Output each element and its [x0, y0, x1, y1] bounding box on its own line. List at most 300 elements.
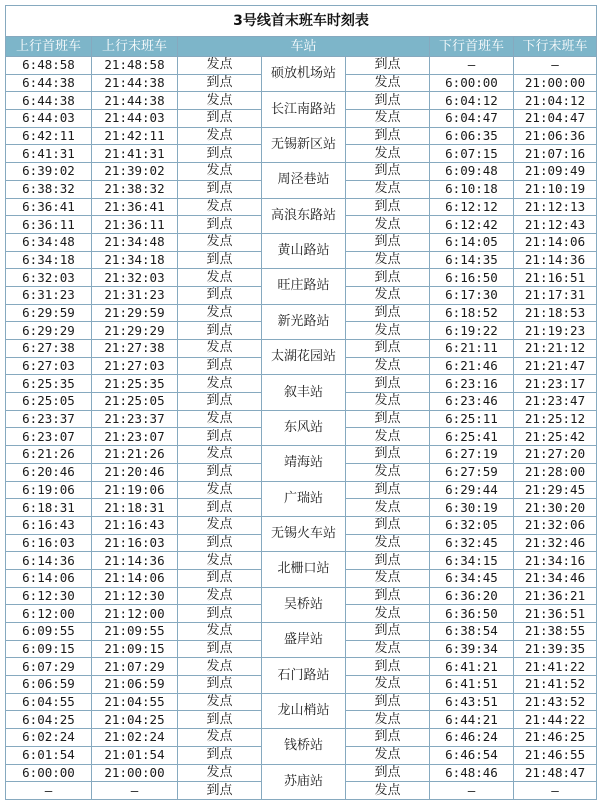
down-first-time: —: [430, 782, 514, 800]
table-row: [6, 623, 597, 641]
up-last-time: 21:20:46: [92, 463, 178, 481]
down-last-time: 21:25:42: [514, 428, 597, 446]
down-last-time: 21:28:00: [514, 463, 597, 481]
up-first-time: 6:25:05: [6, 393, 92, 411]
station-name: 靖海站: [262, 446, 346, 481]
down-last-time: 21:32:46: [514, 534, 597, 552]
up-last-time: 21:23:37: [92, 410, 178, 428]
up-last-time: 21:34:18: [92, 251, 178, 269]
up-last-time: 21:18:31: [92, 499, 178, 517]
table-row: [6, 92, 597, 110]
down-first-time: 6:32:45: [430, 534, 514, 552]
header-up-first: 上行首班车: [6, 37, 92, 57]
up-first-time: 6:42:11: [6, 127, 92, 145]
up-direction-label: 发点: [178, 516, 262, 534]
up-direction-label: 到点: [178, 251, 262, 269]
table-row: [6, 587, 597, 605]
up-last-time: 21:27:38: [92, 340, 178, 358]
timetable-title: 3号线首末班车时刻表: [6, 6, 597, 37]
down-first-time: 6:36:50: [430, 605, 514, 623]
up-first-time: 6:14:36: [6, 552, 92, 570]
up-direction-label: 发点: [178, 198, 262, 216]
down-last-time: 21:12:13: [514, 198, 597, 216]
down-last-time: 21:10:19: [514, 180, 597, 198]
down-direction-label: 到点: [346, 587, 430, 605]
up-last-time: 21:39:02: [92, 163, 178, 181]
up-first-time: 6:16:03: [6, 534, 92, 552]
up-first-time: 6:27:38: [6, 340, 92, 358]
down-direction-label: 发点: [346, 251, 430, 269]
up-direction-label: 发点: [178, 304, 262, 322]
up-first-time: 6:14:06: [6, 569, 92, 587]
up-first-time: 6:09:55: [6, 623, 92, 641]
up-last-time: 21:09:55: [92, 623, 178, 641]
table-row: [6, 127, 597, 145]
down-direction-label: 到点: [346, 552, 430, 570]
up-direction-label: 发点: [178, 410, 262, 428]
up-last-time: 21:04:25: [92, 711, 178, 729]
up-first-time: 6:12:00: [6, 605, 92, 623]
station-name: 叙丰站: [262, 375, 346, 410]
up-first-time: 6:44:38: [6, 74, 92, 92]
up-first-time: 6:00:00: [6, 764, 92, 782]
down-last-time: 21:34:16: [514, 552, 597, 570]
up-last-time: 21:42:11: [92, 127, 178, 145]
up-first-time: 6:04:55: [6, 693, 92, 711]
down-first-time: 6:41:51: [430, 676, 514, 694]
table-row: [6, 552, 597, 570]
table-row: [6, 304, 597, 322]
down-last-time: 21:19:23: [514, 322, 597, 340]
up-first-time: 6:25:35: [6, 375, 92, 393]
station-name: 钱桥站: [262, 729, 346, 764]
station-name: 吴桥站: [262, 587, 346, 622]
down-first-time: 6:46:24: [430, 729, 514, 747]
table-row: [6, 764, 597, 782]
down-direction-label: 到点: [346, 481, 430, 499]
station-name: 周泾巷站: [262, 163, 346, 198]
down-last-time: 21:46:25: [514, 729, 597, 747]
up-first-time: 6:12:30: [6, 587, 92, 605]
down-last-time: 21:14:36: [514, 251, 597, 269]
up-first-time: 6:09:15: [6, 640, 92, 658]
down-direction-label: 发点: [346, 180, 430, 198]
down-direction-label: 发点: [346, 357, 430, 375]
up-first-time: 6:23:37: [6, 410, 92, 428]
down-last-time: 21:09:49: [514, 163, 597, 181]
up-last-time: 21:44:03: [92, 110, 178, 128]
down-first-time: 6:27:19: [430, 446, 514, 464]
station-name: 北栅口站: [262, 552, 346, 587]
table-row: [6, 269, 597, 287]
up-direction-label: 到点: [178, 711, 262, 729]
up-last-time: 21:09:15: [92, 640, 178, 658]
down-first-time: 6:18:52: [430, 304, 514, 322]
down-direction-label: 发点: [346, 322, 430, 340]
up-first-time: 6:31:23: [6, 286, 92, 304]
down-first-time: 6:30:19: [430, 499, 514, 517]
header-down-first: 下行首班车: [430, 37, 514, 57]
up-last-time: 21:19:06: [92, 481, 178, 499]
down-first-time: 6:00:00: [430, 74, 514, 92]
down-direction-label: 发点: [346, 145, 430, 163]
down-first-time: 6:14:05: [430, 233, 514, 251]
up-direction-label: 发点: [178, 233, 262, 251]
up-direction-label: 到点: [178, 74, 262, 92]
down-first-time: 6:16:50: [430, 269, 514, 287]
down-last-time: 21:21:12: [514, 340, 597, 358]
table-row: [6, 198, 597, 216]
down-direction-label: 发点: [346, 463, 430, 481]
up-last-time: 21:16:03: [92, 534, 178, 552]
station-name: 苏庙站: [262, 764, 346, 800]
down-first-time: 6:25:11: [430, 410, 514, 428]
down-last-time: 21:16:51: [514, 269, 597, 287]
station-name: 旺庄路站: [262, 269, 346, 304]
down-first-time: 6:34:15: [430, 552, 514, 570]
down-direction-label: 发点: [346, 746, 430, 764]
table-row: [6, 233, 597, 251]
up-first-time: 6:44:38: [6, 92, 92, 110]
station-name: 石门路站: [262, 658, 346, 693]
up-last-time: 21:07:29: [92, 658, 178, 676]
down-last-time: 21:46:55: [514, 746, 597, 764]
down-last-time: 21:32:06: [514, 516, 597, 534]
down-first-time: 6:04:12: [430, 92, 514, 110]
up-first-time: 6:39:02: [6, 163, 92, 181]
down-direction-label: 到点: [346, 57, 430, 75]
down-last-time: 21:23:17: [514, 375, 597, 393]
up-first-time: —: [6, 782, 92, 800]
up-last-time: 21:36:11: [92, 216, 178, 234]
down-last-time: 21:23:47: [514, 393, 597, 411]
station-name: 无锡新区站: [262, 127, 346, 162]
down-first-time: —: [430, 57, 514, 75]
timetable: [5, 5, 597, 800]
down-direction-label: 发点: [346, 393, 430, 411]
up-last-time: 21:23:07: [92, 428, 178, 446]
up-first-time: 6:04:25: [6, 711, 92, 729]
up-first-time: 6:16:43: [6, 516, 92, 534]
table-row: [6, 729, 597, 747]
up-direction-label: 发点: [178, 127, 262, 145]
up-last-time: 21:32:03: [92, 269, 178, 287]
up-last-time: 21:14:36: [92, 552, 178, 570]
up-last-time: 21:29:59: [92, 304, 178, 322]
up-last-time: 21:48:58: [92, 57, 178, 75]
up-first-time: 6:29:59: [6, 304, 92, 322]
down-first-time: 6:23:46: [430, 393, 514, 411]
down-first-time: 6:29:44: [430, 481, 514, 499]
up-last-time: 21:44:38: [92, 92, 178, 110]
up-direction-label: 到点: [178, 782, 262, 800]
up-last-time: 21:21:26: [92, 446, 178, 464]
up-direction-label: 发点: [178, 693, 262, 711]
up-direction-label: 发点: [178, 375, 262, 393]
header-station: 车站: [178, 37, 430, 57]
down-first-time: 6:06:35: [430, 127, 514, 145]
down-last-time: 21:34:46: [514, 569, 597, 587]
up-direction-label: 发点: [178, 623, 262, 641]
up-first-time: 6:48:58: [6, 57, 92, 75]
down-direction-label: 到点: [346, 163, 430, 181]
station-name: 广瑞站: [262, 481, 346, 516]
up-last-time: 21:02:24: [92, 729, 178, 747]
down-direction-label: 发点: [346, 286, 430, 304]
up-first-time: 6:34:18: [6, 251, 92, 269]
up-direction-label: 到点: [178, 145, 262, 163]
up-first-time: 6:23:07: [6, 428, 92, 446]
up-direction-label: 发点: [178, 446, 262, 464]
down-last-time: 21:14:06: [514, 233, 597, 251]
up-last-time: 21:36:41: [92, 198, 178, 216]
table-row: [6, 375, 597, 393]
down-last-time: 21:41:52: [514, 676, 597, 694]
up-direction-label: 发点: [178, 340, 262, 358]
down-direction-label: 发点: [346, 428, 430, 446]
table-row: [6, 57, 597, 75]
down-direction-label: 到点: [346, 233, 430, 251]
up-direction-label: 到点: [178, 110, 262, 128]
down-first-time: 6:48:46: [430, 764, 514, 782]
up-direction-label: 到点: [178, 746, 262, 764]
down-last-time: 21:30:20: [514, 499, 597, 517]
down-direction-label: 发点: [346, 782, 430, 800]
up-last-time: 21:04:55: [92, 693, 178, 711]
station-name: 硕放机场站: [262, 57, 346, 92]
up-first-time: 6:36:11: [6, 216, 92, 234]
down-direction-label: 发点: [346, 676, 430, 694]
down-last-time: 21:25:12: [514, 410, 597, 428]
up-last-time: 21:01:54: [92, 746, 178, 764]
up-direction-label: 到点: [178, 534, 262, 552]
up-first-time: 6:27:03: [6, 357, 92, 375]
down-first-time: 6:23:16: [430, 375, 514, 393]
down-last-time: 21:38:55: [514, 623, 597, 641]
station-name: 长江南路站: [262, 92, 346, 127]
down-first-time: 6:25:41: [430, 428, 514, 446]
down-first-time: 6:36:20: [430, 587, 514, 605]
station-name: 无锡火车站: [262, 516, 346, 551]
up-direction-label: 到点: [178, 357, 262, 375]
up-direction-label: 到点: [178, 499, 262, 517]
down-last-time: 21:12:43: [514, 216, 597, 234]
up-last-time: 21:31:23: [92, 286, 178, 304]
down-direction-label: 到点: [346, 269, 430, 287]
table-row: [6, 693, 597, 711]
up-last-time: 21:25:35: [92, 375, 178, 393]
down-first-time: 6:32:05: [430, 516, 514, 534]
up-last-time: —: [92, 782, 178, 800]
down-first-time: 6:12:42: [430, 216, 514, 234]
table-row: [6, 340, 597, 358]
down-direction-label: 到点: [346, 446, 430, 464]
down-first-time: 6:09:48: [430, 163, 514, 181]
down-last-time: 21:41:22: [514, 658, 597, 676]
down-last-time: —: [514, 57, 597, 75]
table-row: [6, 163, 597, 181]
down-first-time: 6:10:18: [430, 180, 514, 198]
up-direction-label: 发点: [178, 163, 262, 181]
down-last-time: 21:07:16: [514, 145, 597, 163]
up-last-time: 21:16:43: [92, 516, 178, 534]
down-last-time: 21:00:00: [514, 74, 597, 92]
up-direction-label: 发点: [178, 92, 262, 110]
up-last-time: 21:12:30: [92, 587, 178, 605]
station-name: 盛岸站: [262, 623, 346, 658]
up-direction-label: 发点: [178, 729, 262, 747]
up-last-time: 21:38:32: [92, 180, 178, 198]
up-last-time: 21:29:29: [92, 322, 178, 340]
station-name: 太湖花园站: [262, 340, 346, 375]
table-row: [6, 446, 597, 464]
up-direction-label: 发点: [178, 764, 262, 782]
up-direction-label: 发点: [178, 587, 262, 605]
up-first-time: 6:29:29: [6, 322, 92, 340]
down-direction-label: 到点: [346, 764, 430, 782]
down-direction-label: 到点: [346, 127, 430, 145]
up-direction-label: 到点: [178, 393, 262, 411]
up-first-time: 6:06:59: [6, 676, 92, 694]
down-direction-label: 发点: [346, 534, 430, 552]
down-last-time: 21:43:52: [514, 693, 597, 711]
table-row: [6, 516, 597, 534]
up-direction-label: 到点: [178, 322, 262, 340]
down-direction-label: 发点: [346, 711, 430, 729]
down-last-time: 21:06:36: [514, 127, 597, 145]
up-last-time: 21:27:03: [92, 357, 178, 375]
down-first-time: 6:43:51: [430, 693, 514, 711]
down-direction-label: 发点: [346, 110, 430, 128]
up-first-time: 6:20:46: [6, 463, 92, 481]
down-last-time: 21:18:53: [514, 304, 597, 322]
down-last-time: 21:21:47: [514, 357, 597, 375]
down-last-time: 21:04:47: [514, 110, 597, 128]
up-last-time: 21:41:31: [92, 145, 178, 163]
up-direction-label: 到点: [178, 569, 262, 587]
station-name: 高浪东路站: [262, 198, 346, 233]
down-first-time: 6:21:46: [430, 357, 514, 375]
down-first-time: 6:41:21: [430, 658, 514, 676]
up-direction-label: 到点: [178, 676, 262, 694]
down-direction-label: 到点: [346, 198, 430, 216]
up-direction-label: 发点: [178, 269, 262, 287]
down-direction-label: 到点: [346, 304, 430, 322]
up-first-time: 6:32:03: [6, 269, 92, 287]
down-first-time: 6:21:11: [430, 340, 514, 358]
station-name: 黄山路站: [262, 233, 346, 268]
station-name: 龙山梢站: [262, 693, 346, 728]
down-direction-label: 到点: [346, 516, 430, 534]
down-direction-label: 到点: [346, 658, 430, 676]
down-last-time: 21:04:12: [514, 92, 597, 110]
down-last-time: 21:44:22: [514, 711, 597, 729]
down-first-time: 6:39:34: [430, 640, 514, 658]
down-first-time: 6:44:21: [430, 711, 514, 729]
down-last-time: 21:36:51: [514, 605, 597, 623]
table-row: [6, 410, 597, 428]
up-first-time: 6:02:24: [6, 729, 92, 747]
up-last-time: 21:06:59: [92, 676, 178, 694]
down-first-time: 6:17:30: [430, 286, 514, 304]
down-first-time: 6:12:12: [430, 198, 514, 216]
down-first-time: 6:07:15: [430, 145, 514, 163]
header-up-last: 上行末班车: [92, 37, 178, 57]
table-row: [6, 658, 597, 676]
down-last-time: 21:39:35: [514, 640, 597, 658]
up-first-time: 6:21:26: [6, 446, 92, 464]
down-direction-label: 到点: [346, 410, 430, 428]
up-direction-label: 到点: [178, 428, 262, 446]
down-direction-label: 到点: [346, 693, 430, 711]
down-first-time: 6:04:47: [430, 110, 514, 128]
up-direction-label: 到点: [178, 463, 262, 481]
up-first-time: 6:41:31: [6, 145, 92, 163]
up-first-time: 6:19:06: [6, 481, 92, 499]
up-last-time: 21:14:06: [92, 569, 178, 587]
down-direction-label: 到点: [346, 92, 430, 110]
down-direction-label: 到点: [346, 729, 430, 747]
up-direction-label: 到点: [178, 286, 262, 304]
up-direction-label: 到点: [178, 605, 262, 623]
header-down-last: 下行末班车: [514, 37, 597, 57]
down-direction-label: 发点: [346, 640, 430, 658]
down-direction-label: 发点: [346, 499, 430, 517]
up-last-time: 21:00:00: [92, 764, 178, 782]
station-name: 新光路站: [262, 304, 346, 339]
up-first-time: 6:38:32: [6, 180, 92, 198]
down-direction-label: 发点: [346, 74, 430, 92]
down-first-time: 6:19:22: [430, 322, 514, 340]
down-first-time: 6:34:45: [430, 569, 514, 587]
up-last-time: 21:25:05: [92, 393, 178, 411]
up-first-time: 6:44:03: [6, 110, 92, 128]
up-direction-label: 发点: [178, 658, 262, 676]
down-direction-label: 到点: [346, 340, 430, 358]
up-direction-label: 发点: [178, 57, 262, 75]
down-first-time: 6:38:54: [430, 623, 514, 641]
down-last-time: 21:17:31: [514, 286, 597, 304]
down-direction-label: 发点: [346, 569, 430, 587]
up-first-time: 6:34:48: [6, 233, 92, 251]
down-direction-label: 发点: [346, 605, 430, 623]
down-last-time: —: [514, 782, 597, 800]
down-last-time: 21:36:21: [514, 587, 597, 605]
station-name: 东风站: [262, 410, 346, 445]
up-first-time: 6:07:29: [6, 658, 92, 676]
up-last-time: 21:44:38: [92, 74, 178, 92]
down-last-time: 21:29:45: [514, 481, 597, 499]
down-last-time: 21:27:20: [514, 446, 597, 464]
up-direction-label: 发点: [178, 552, 262, 570]
up-last-time: 21:34:48: [92, 233, 178, 251]
up-direction-label: 到点: [178, 180, 262, 198]
up-first-time: 6:01:54: [6, 746, 92, 764]
up-direction-label: 到点: [178, 216, 262, 234]
down-direction-label: 到点: [346, 375, 430, 393]
up-first-time: 6:36:41: [6, 198, 92, 216]
down-last-time: 21:48:47: [514, 764, 597, 782]
down-direction-label: 到点: [346, 623, 430, 641]
down-first-time: 6:46:54: [430, 746, 514, 764]
up-direction-label: 发点: [178, 481, 262, 499]
table-row: [6, 481, 597, 499]
down-direction-label: 发点: [346, 216, 430, 234]
down-first-time: 6:27:59: [430, 463, 514, 481]
up-last-time: 21:12:00: [92, 605, 178, 623]
timetable-body: [6, 57, 597, 800]
up-direction-label: 到点: [178, 640, 262, 658]
